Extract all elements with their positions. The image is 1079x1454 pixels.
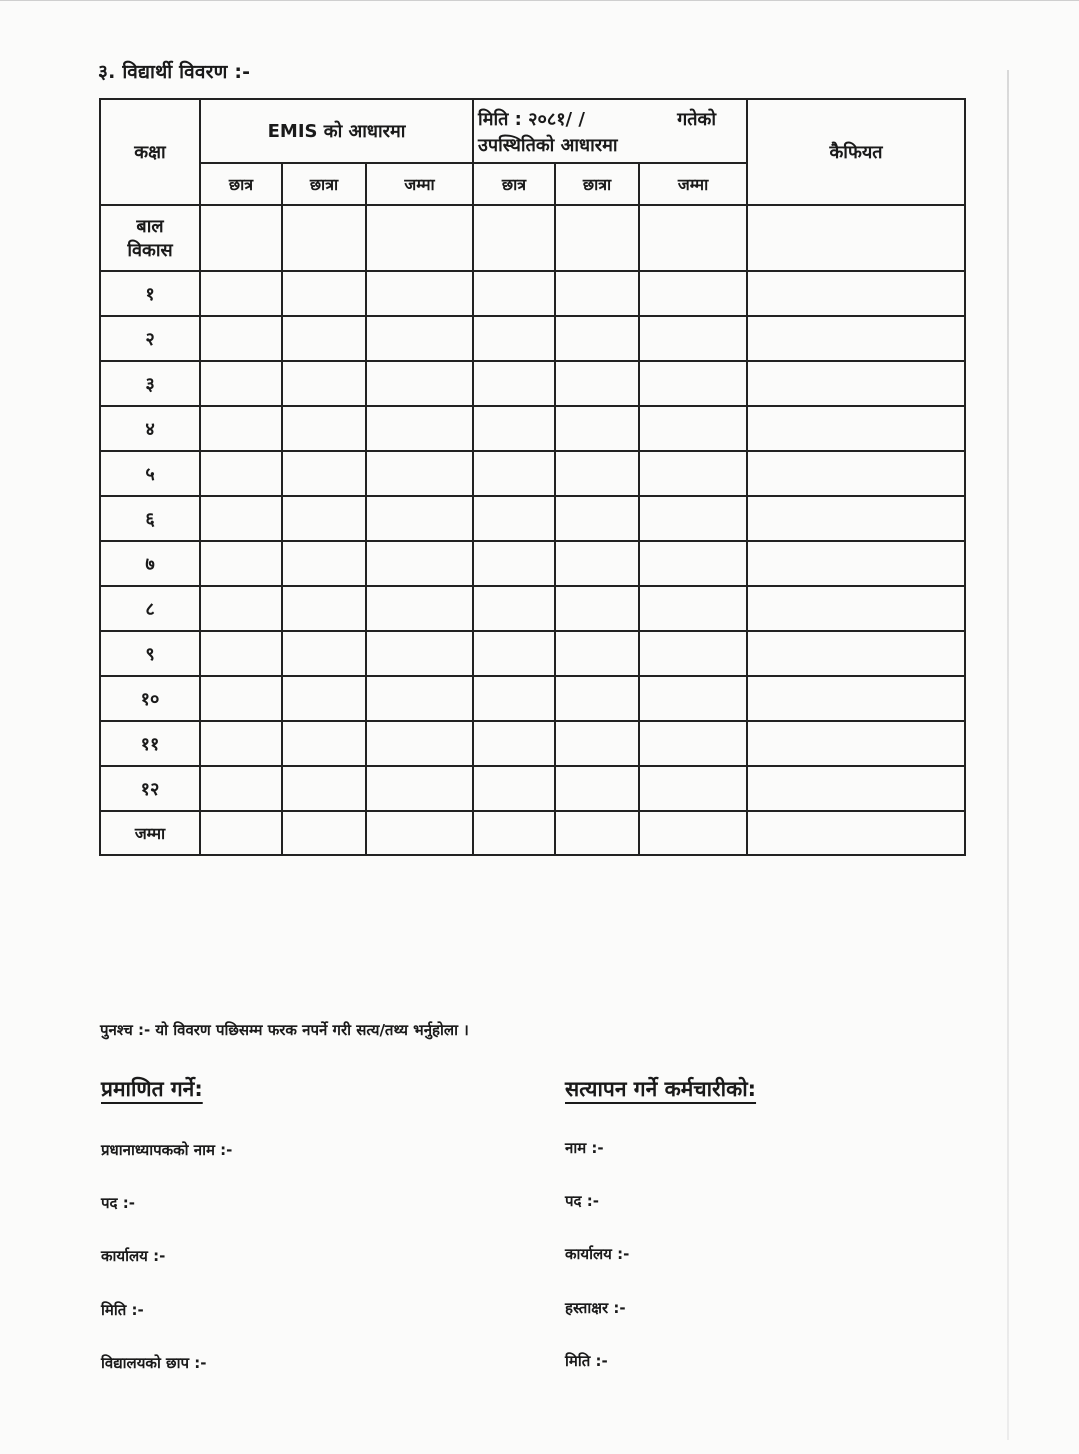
count-cell[interactable] <box>200 361 282 406</box>
count-cell[interactable] <box>282 316 366 361</box>
class-cell: १२ <box>100 766 200 811</box>
table-body <box>100 205 965 855</box>
count-cell[interactable] <box>473 766 555 811</box>
count-cell[interactable] <box>366 766 473 811</box>
count-cell[interactable] <box>473 721 555 766</box>
count-cell[interactable] <box>473 676 555 721</box>
count-cell[interactable] <box>200 271 282 316</box>
count-cell[interactable] <box>639 205 747 271</box>
remarks-header: कैफियत <box>747 99 965 205</box>
class-cell: ४ <box>100 406 200 451</box>
remarks-cell[interactable] <box>747 631 965 676</box>
table-row <box>100 205 965 271</box>
count-cell[interactable] <box>366 205 473 271</box>
attendance-basis-label: उपस्थितिको आधारमा <box>478 135 618 156</box>
table-row <box>100 451 965 496</box>
count-cell[interactable] <box>200 205 282 271</box>
count-cell[interactable] <box>473 361 555 406</box>
remarks-cell[interactable] <box>747 811 965 855</box>
certifier-heading: प्रमाणित गर्ने: <box>101 1077 203 1101</box>
table-row <box>100 811 965 855</box>
count-cell[interactable] <box>366 496 473 541</box>
section-title: ३. विद्यार्थी विवरण :- <box>98 61 251 83</box>
count-cell[interactable] <box>639 451 747 496</box>
postscript-note: पुनश्च :- यो विवरण पछिसम्म फरक नपर्ने गरी सत्य/तथ्य भर्नुहोला । <box>100 1021 469 1039</box>
attendance-girls-header: छात्रा <box>555 163 639 205</box>
count-cell[interactable] <box>282 406 366 451</box>
remarks-cell[interactable] <box>747 766 965 811</box>
page-top-edge <box>0 0 1079 1</box>
count-cell[interactable] <box>555 316 639 361</box>
count-cell[interactable] <box>282 361 366 406</box>
verifier-office-field: कार्यालय :- <box>565 1245 630 1263</box>
emis-girls-header: छात्रा <box>282 163 366 205</box>
count-cell[interactable] <box>473 541 555 586</box>
table-row <box>100 361 965 406</box>
remarks-cell[interactable] <box>747 205 965 271</box>
remarks-cell[interactable] <box>747 451 965 496</box>
certifier-date-field: मिति :- <box>101 1301 144 1319</box>
page-fold-shadow <box>1007 70 1009 1440</box>
table-row <box>100 271 965 316</box>
class-cell-line: बाल <box>136 216 164 237</box>
remarks-cell[interactable] <box>747 361 965 406</box>
count-cell[interactable] <box>200 406 282 451</box>
count-cell[interactable] <box>555 361 639 406</box>
count-cell[interactable] <box>366 406 473 451</box>
count-cell[interactable] <box>473 271 555 316</box>
count-cell[interactable] <box>282 676 366 721</box>
school-stamp-field: विद्यालयको छाप :- <box>101 1354 207 1372</box>
emis-boys-header: छात्र <box>200 163 282 205</box>
remarks-cell[interactable] <box>747 496 965 541</box>
count-cell[interactable] <box>282 496 366 541</box>
count-cell[interactable] <box>639 631 747 676</box>
count-cell[interactable] <box>366 676 473 721</box>
class-cell: १० <box>100 676 200 721</box>
count-cell[interactable] <box>366 541 473 586</box>
emis-total-header: जम्मा <box>366 163 473 205</box>
count-cell[interactable] <box>200 316 282 361</box>
class-cell: ८ <box>100 586 200 631</box>
count-cell[interactable] <box>473 631 555 676</box>
table-row <box>100 406 965 451</box>
count-cell[interactable] <box>555 811 639 855</box>
count-cell[interactable] <box>555 205 639 271</box>
table-row <box>100 316 965 361</box>
count-cell[interactable] <box>555 541 639 586</box>
count-cell[interactable] <box>639 316 747 361</box>
count-cell[interactable] <box>282 811 366 855</box>
headteacher-name-field: प्रधानाध्यापकको नाम :- <box>101 1141 233 1159</box>
count-cell[interactable] <box>200 631 282 676</box>
class-cell: ७ <box>100 541 200 586</box>
table-row <box>100 631 965 676</box>
emis-header: EMIS को आधारमा <box>200 99 473 163</box>
count-cell[interactable] <box>366 631 473 676</box>
table-row <box>100 586 965 631</box>
count-cell[interactable] <box>282 271 366 316</box>
count-cell[interactable] <box>555 496 639 541</box>
count-cell[interactable] <box>282 541 366 586</box>
count-cell[interactable] <box>555 676 639 721</box>
remarks-cell[interactable] <box>747 316 965 361</box>
count-cell[interactable] <box>639 541 747 586</box>
count-cell[interactable] <box>639 361 747 406</box>
remarks-cell[interactable] <box>747 586 965 631</box>
table-row <box>100 721 965 766</box>
class-cell: ५ <box>100 451 200 496</box>
count-cell[interactable] <box>200 676 282 721</box>
count-cell[interactable] <box>473 586 555 631</box>
count-cell[interactable] <box>473 316 555 361</box>
remarks-cell[interactable] <box>747 271 965 316</box>
class-cell: ३ <box>100 361 200 406</box>
count-cell[interactable] <box>639 496 747 541</box>
attendance-total-header: जम्मा <box>639 163 747 205</box>
count-cell[interactable] <box>473 496 555 541</box>
count-cell[interactable] <box>555 406 639 451</box>
count-cell[interactable] <box>639 676 747 721</box>
verifier-date-field: मिति :- <box>565 1352 608 1370</box>
count-cell[interactable] <box>555 766 639 811</box>
remarks-cell[interactable] <box>747 676 965 721</box>
certifier-office-field: कार्यालय :- <box>101 1247 166 1265</box>
count-cell[interactable] <box>200 496 282 541</box>
attendance-boys-header: छात्र <box>473 163 555 205</box>
class-cell: ९ <box>100 631 200 676</box>
count-cell[interactable] <box>639 271 747 316</box>
count-cell[interactable] <box>639 721 747 766</box>
count-cell[interactable] <box>555 451 639 496</box>
count-cell[interactable] <box>282 451 366 496</box>
verifier-signature-field: हस्ताक्षर :- <box>565 1299 626 1317</box>
class-cell: १ <box>100 271 200 316</box>
class-cell-line: विकास <box>127 240 173 261</box>
remarks-cell[interactable] <box>747 406 965 451</box>
count-cell[interactable] <box>555 631 639 676</box>
remarks-cell[interactable] <box>747 721 965 766</box>
table-row <box>100 676 965 721</box>
remarks-cell[interactable] <box>747 541 965 586</box>
class-cell: ११ <box>100 721 200 766</box>
count-cell[interactable] <box>555 586 639 631</box>
date-label: मिति : २०८१/ / <box>478 109 585 130</box>
verifier-post-field: पद :- <box>565 1192 599 1210</box>
count-cell[interactable] <box>473 811 555 855</box>
verifier-name-field: नाम :- <box>565 1139 604 1157</box>
count-cell[interactable] <box>366 361 473 406</box>
count-cell[interactable] <box>639 586 747 631</box>
count-cell[interactable] <box>200 721 282 766</box>
count-cell[interactable] <box>200 811 282 855</box>
date-suffix: गतेको <box>677 109 717 130</box>
certifier-post-field: पद :- <box>101 1194 135 1212</box>
count-cell[interactable] <box>200 586 282 631</box>
count-cell[interactable] <box>555 721 639 766</box>
count-cell[interactable] <box>200 451 282 496</box>
attendance-date-header <box>473 99 747 163</box>
count-cell[interactable] <box>639 811 747 855</box>
class-header: कक्षा <box>100 99 200 205</box>
count-cell[interactable] <box>282 766 366 811</box>
count-cell[interactable] <box>639 406 747 451</box>
count-cell[interactable] <box>200 541 282 586</box>
count-cell[interactable] <box>366 451 473 496</box>
count-cell[interactable] <box>282 721 366 766</box>
verifier-heading: सत्यापन गर्ने कर्मचारीको: <box>565 1077 757 1101</box>
class-cell: जम्मा <box>100 811 200 855</box>
count-cell[interactable] <box>473 205 555 271</box>
count-cell[interactable] <box>473 406 555 451</box>
class-cell <box>100 205 200 271</box>
count-cell[interactable] <box>366 271 473 316</box>
count-cell[interactable] <box>639 766 747 811</box>
count-cell[interactable] <box>200 766 282 811</box>
student-details-table <box>99 98 966 856</box>
class-cell: २ <box>100 316 200 361</box>
count-cell[interactable] <box>555 271 639 316</box>
count-cell[interactable] <box>366 721 473 766</box>
count-cell[interactable] <box>282 631 366 676</box>
count-cell[interactable] <box>282 586 366 631</box>
table-row <box>100 541 965 586</box>
table-header-row <box>100 99 965 163</box>
table-row <box>100 766 965 811</box>
count-cell[interactable] <box>366 316 473 361</box>
count-cell[interactable] <box>473 451 555 496</box>
count-cell[interactable] <box>366 586 473 631</box>
count-cell[interactable] <box>282 205 366 271</box>
table-row <box>100 496 965 541</box>
class-cell: ६ <box>100 496 200 541</box>
count-cell[interactable] <box>366 811 473 855</box>
